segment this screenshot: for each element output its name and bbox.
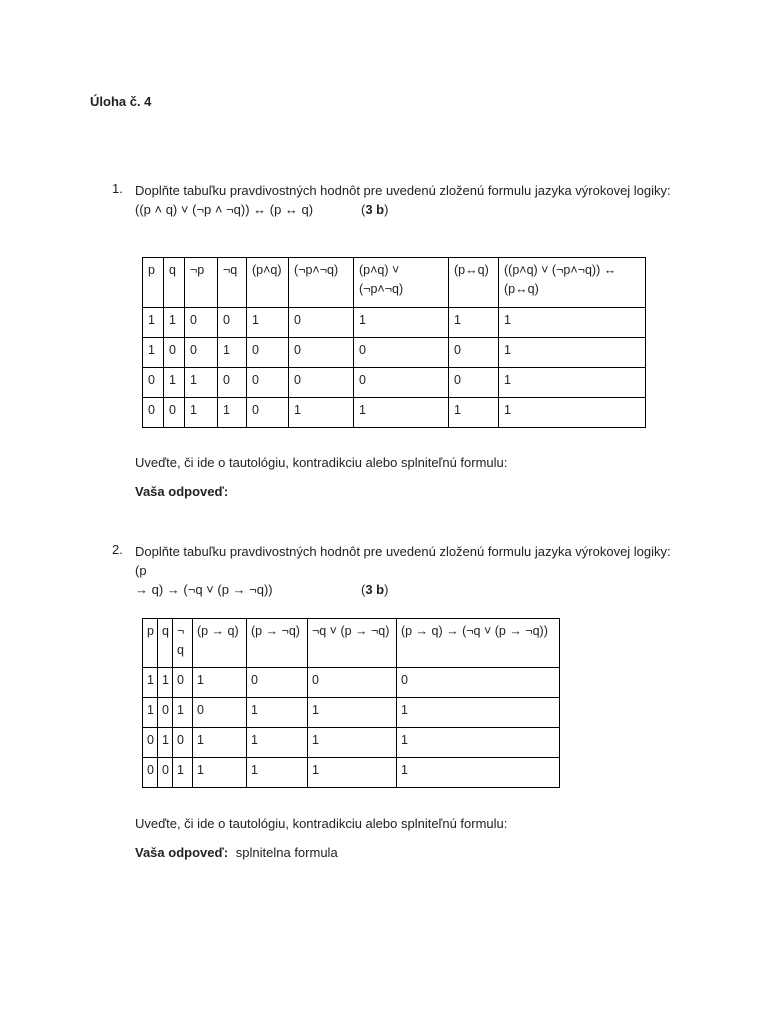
table-cell[interactable]: 1 xyxy=(192,668,246,698)
table-cell[interactable]: 1 xyxy=(218,398,247,428)
table-cell[interactable]: 1 xyxy=(185,368,218,398)
column-header: q xyxy=(157,619,172,668)
column-header: p xyxy=(143,258,164,308)
table-cell[interactable]: 0 xyxy=(449,338,499,368)
truth-table-1 xyxy=(142,257,646,428)
truth-table-2 xyxy=(142,618,560,788)
question-1-number: 1. xyxy=(112,181,123,196)
question-1-line: Doplňte tabuľku pravdivostných hodnôt pre uvedenú zloženú formulu jazyka výrokovej logiky: xyxy=(135,183,671,198)
table-cell[interactable]: 1 xyxy=(246,698,307,728)
table-cell[interactable]: 1 xyxy=(157,728,172,758)
column-header: q xyxy=(164,258,185,308)
table-cell[interactable]: 1 xyxy=(307,758,396,788)
answer-label: Vaša odpoveď: xyxy=(135,484,229,499)
column-header: ¬p xyxy=(185,258,218,308)
table-cell[interactable]: 1 xyxy=(396,758,559,788)
table-cell[interactable]: 0 xyxy=(143,398,164,428)
column-header: ((p˄q) ˅ (¬p˄¬q)) ↔ (p↔q) xyxy=(499,258,646,308)
table-cell[interactable]: 0 xyxy=(354,338,449,368)
table-cell[interactable]: 0 xyxy=(354,368,449,398)
table-cell[interactable]: 1 xyxy=(247,308,289,338)
question-2-number: 2. xyxy=(112,542,123,557)
table-cell[interactable]: 1 xyxy=(499,398,646,428)
table-cell[interactable]: 0 xyxy=(185,338,218,368)
table-cell[interactable]: 0 xyxy=(157,758,172,788)
page-title: Úloha č. 4 xyxy=(90,94,152,109)
table-cell[interactable]: 0 xyxy=(164,338,185,368)
table-cell[interactable]: 0 xyxy=(218,308,247,338)
table-cell[interactable]: 0 xyxy=(143,758,158,788)
table-cell[interactable]: 1 xyxy=(396,698,559,728)
question-2-line: Doplňte tabuľku pravdivostných hodnôt pre uvedenú zloženú formulu jazyka výrokovej logiky: (p xyxy=(135,544,671,578)
table-cell[interactable]: 0 xyxy=(143,728,158,758)
table-cell[interactable]: 1 xyxy=(218,338,247,368)
table-cell[interactable]: 1 xyxy=(499,338,646,368)
table-row xyxy=(143,758,560,788)
question-1-prompt: Uveďte, či ide o tautológiu, kontradikciu alebo splniteľnú formulu: xyxy=(135,455,508,470)
table-cell[interactable]: 1 xyxy=(289,398,354,428)
table-cell[interactable]: 1 xyxy=(246,758,307,788)
question-1-text xyxy=(135,181,695,219)
table-cell[interactable]: 0 xyxy=(449,368,499,398)
table-cell[interactable]: 0 xyxy=(247,398,289,428)
column-header: (p → q) xyxy=(192,619,246,668)
table-cell[interactable]: 1 xyxy=(143,308,164,338)
table-cell[interactable]: 0 xyxy=(247,368,289,398)
table-cell[interactable]: 1 xyxy=(354,308,449,338)
table-row xyxy=(143,728,560,758)
table-cell[interactable]: 1 xyxy=(307,728,396,758)
table-cell[interactable]: 1 xyxy=(143,338,164,368)
table-header-row xyxy=(143,258,646,308)
table-cell[interactable]: 1 xyxy=(157,668,172,698)
table-cell[interactable]: 0 xyxy=(289,308,354,338)
table-cell[interactable]: 0 xyxy=(289,368,354,398)
table-cell[interactable]: 1 xyxy=(499,368,646,398)
column-header: ¬ q xyxy=(172,619,192,668)
table-cell[interactable]: 1 xyxy=(307,698,396,728)
table-cell[interactable]: 1 xyxy=(164,308,185,338)
table-cell[interactable]: 0 xyxy=(218,368,247,398)
question-1-formula-line xyxy=(135,200,695,219)
table-cell[interactable]: 0 xyxy=(172,728,192,758)
column-header: ¬q xyxy=(218,258,247,308)
table-cell[interactable]: 1 xyxy=(396,728,559,758)
table-row xyxy=(143,398,646,428)
table-cell[interactable]: 1 xyxy=(172,758,192,788)
column-header: (p˄q) ˅ (¬p˄¬q) xyxy=(354,258,449,308)
answer-value[interactable]: splnitelna formula xyxy=(235,845,338,860)
table-cell[interactable]: 0 xyxy=(289,338,354,368)
table-cell[interactable]: 0 xyxy=(157,698,172,728)
table-header-row xyxy=(143,619,560,668)
column-header: (p˄q) xyxy=(247,258,289,308)
column-header: p xyxy=(143,619,158,668)
table-cell[interactable]: 0 xyxy=(307,668,396,698)
column-header: (p → ¬q) xyxy=(246,619,307,668)
answer-label: Vaša odpoveď: xyxy=(135,845,229,860)
table-cell[interactable]: 0 xyxy=(172,668,192,698)
table-cell[interactable]: 0 xyxy=(185,308,218,338)
question-2-text xyxy=(135,542,680,599)
table-row xyxy=(143,338,646,368)
table-cell[interactable]: 0 xyxy=(246,668,307,698)
question-2-answer xyxy=(135,845,338,860)
question-2-formula: → q) → (¬q ˅ (p → ¬q)) xyxy=(135,582,273,597)
table-cell[interactable]: 0 xyxy=(192,698,246,728)
table-row xyxy=(143,368,646,398)
table-cell[interactable]: 1 xyxy=(449,308,499,338)
table-cell[interactable]: 1 xyxy=(192,758,246,788)
table-cell[interactable]: 1 xyxy=(449,398,499,428)
question-1-points: (3 b) xyxy=(361,202,389,217)
column-header: (p↔q) xyxy=(449,258,499,308)
table-row xyxy=(143,698,560,728)
table-cell[interactable]: 0 xyxy=(247,338,289,368)
table-cell[interactable]: 0 xyxy=(143,368,164,398)
column-header: (¬p˄¬q) xyxy=(289,258,354,308)
table-cell[interactable]: 1 xyxy=(164,368,185,398)
table-cell[interactable]: 1 xyxy=(354,398,449,428)
table-cell[interactable]: 1 xyxy=(192,728,246,758)
question-2-prompt: Uveďte, či ide o tautológiu, kontradikciu alebo splniteľnú formulu: xyxy=(135,816,508,831)
table-cell[interactable]: 1 xyxy=(246,728,307,758)
column-header: (p → q) → (¬q ˅ (p → ¬q)) xyxy=(396,619,559,668)
question-1-answer xyxy=(135,484,228,499)
table-cell[interactable]: 1 xyxy=(185,398,218,428)
table-cell[interactable]: 1 xyxy=(143,698,158,728)
question-2-formula-line xyxy=(135,580,680,599)
table-cell[interactable]: 0 xyxy=(396,668,559,698)
column-header: ¬q ˅ (p → ¬q) xyxy=(307,619,396,668)
table-cell[interactable]: 1 xyxy=(143,668,158,698)
table-cell[interactable]: 0 xyxy=(164,398,185,428)
table-cell[interactable]: 1 xyxy=(499,308,646,338)
table-cell[interactable]: 1 xyxy=(172,698,192,728)
table-row xyxy=(143,668,560,698)
table-row xyxy=(143,308,646,338)
question-2-points: (3 b) xyxy=(361,582,389,597)
question-1-formula: ((p ˄ q) ˅ (¬p ˄ ¬q)) ↔ (p ↔ q) xyxy=(135,202,314,217)
